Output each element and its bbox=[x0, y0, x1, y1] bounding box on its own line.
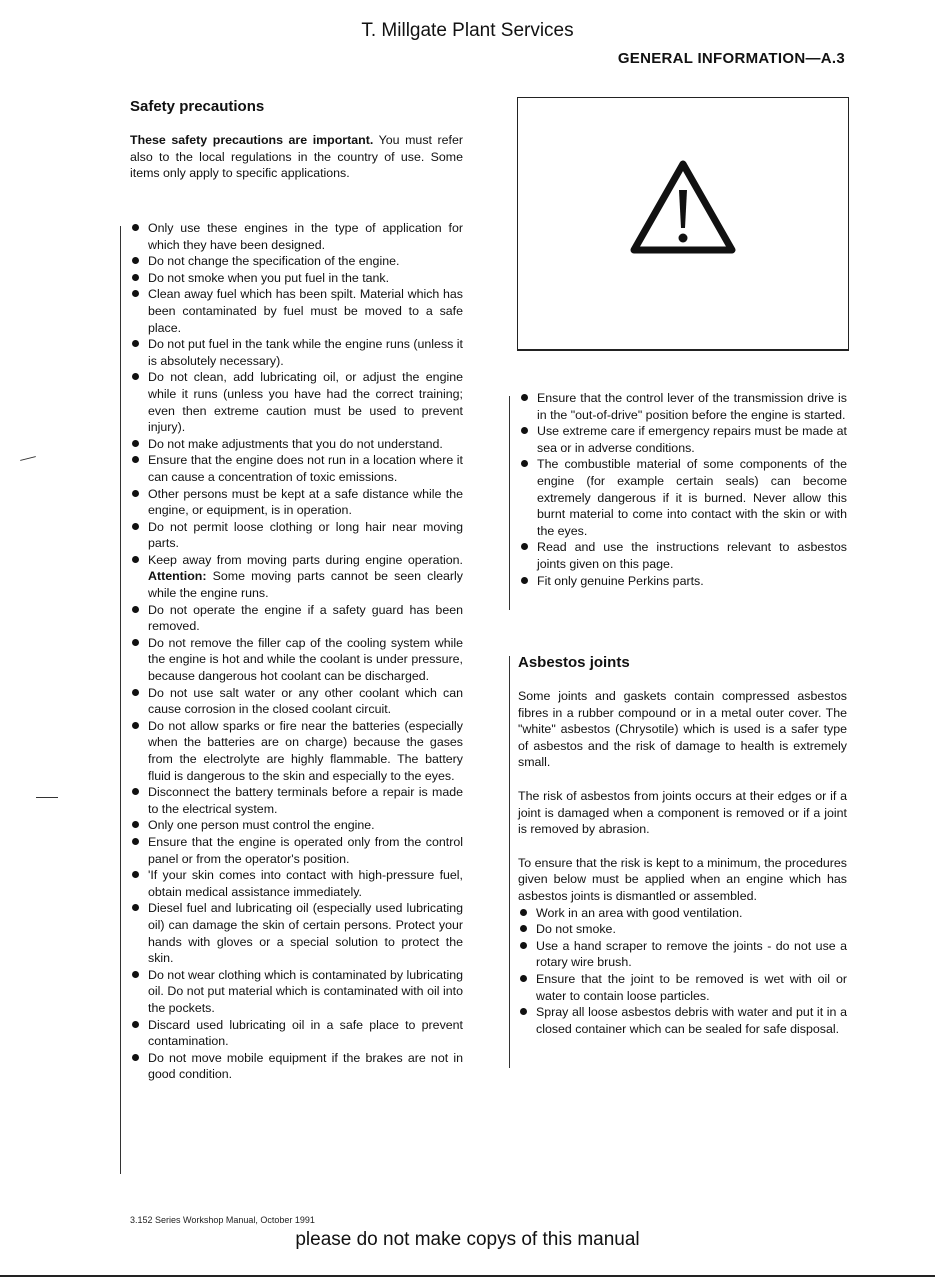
margin-mark bbox=[36, 797, 58, 798]
list-item: Work in an area with good ventilation. bbox=[518, 905, 847, 922]
section-title: GENERAL INFORMATION—A.3 bbox=[617, 50, 845, 67]
list-item: Read and use the instructions relevant to asbestos joints given on this page. bbox=[519, 539, 847, 572]
list-item: Do not clean, add lubricating oil, or adjust the engine while it runs (unless you have had the correct training; even then extreme caution must be used to prevent injury). bbox=[130, 369, 463, 435]
bullet-icon bbox=[521, 577, 528, 584]
safety-list bbox=[130, 220, 463, 1083]
footer-notice: please do not make copys of this manual bbox=[295, 1229, 640, 1250]
bullet-icon bbox=[520, 909, 527, 916]
bottom-rule bbox=[0, 1275, 935, 1277]
list-item: Use extreme care if emergency repairs must be made at sea or in adverse conditions. bbox=[519, 423, 847, 456]
bullet-icon bbox=[132, 456, 139, 463]
safety-intro-rest: You must refer also to the local regulations in the country of use. Some items only apply to specific applications. bbox=[130, 133, 463, 181]
list-item: Do not put fuel in the tank while the engine runs (unless it is absolutely necessary). bbox=[130, 336, 463, 369]
right-precautions-list bbox=[519, 390, 847, 589]
safety-intro-bold: These safety precautions are important. bbox=[130, 133, 374, 147]
bullet-icon bbox=[132, 373, 139, 380]
bullet-icon bbox=[132, 490, 139, 497]
list-item: Do not wear clothing which is contaminated by lubricating oil. Do not put material which is contaminated with oil into the pockets. bbox=[130, 967, 463, 1017]
bullet-icon bbox=[132, 904, 139, 911]
bullet-icon bbox=[132, 821, 139, 828]
bullet-icon bbox=[521, 427, 528, 434]
list-item: The combustible material of some components of the engine (for example certain seals) can become extremely dangerous if it is burned. Never allow this burnt material to come into contact with the skin or with the eyes. bbox=[519, 456, 847, 539]
list-item: Do not permit loose clothing or long hair near moving parts. bbox=[130, 519, 463, 552]
bullet-icon bbox=[521, 460, 528, 467]
list-item: Do not operate the engine if a safety guard has been removed. bbox=[130, 602, 463, 635]
bullet-icon bbox=[132, 639, 139, 646]
warning-box bbox=[517, 97, 849, 351]
bullet-icon bbox=[520, 942, 527, 949]
bullet-icon bbox=[520, 975, 527, 982]
list-item: Do not make adjustments that you do not understand. bbox=[130, 436, 463, 453]
asbestos-para-2: The risk of asbestos from joints occurs at their edges or if a joint is damaged when a component is removed or if a joint is removed by abrasion. bbox=[518, 788, 847, 837]
header-company: T. Millgate Plant Services bbox=[361, 20, 574, 41]
list-item: Ensure that the engine is operated only from the control panel or from the operator's position. bbox=[130, 834, 463, 867]
safety-intro bbox=[130, 132, 463, 182]
bullet-icon bbox=[132, 290, 139, 297]
safety-section bbox=[130, 98, 463, 182]
list-item: Clean away fuel which has been spilt. Material which has been contaminated by fuel must be moved to a safe place. bbox=[130, 286, 463, 336]
warning-triangle-icon bbox=[628, 156, 738, 256]
list-item: Use a hand scraper to remove the joints - do not use a rotary wire brush. bbox=[518, 938, 847, 971]
asbestos-para-3: To ensure that the risk is kept to a minimum, the procedures given below must be applied when an engine which has asbestos joints is dismantled or assembled. bbox=[518, 855, 847, 903]
list-item: Do not smoke when you put fuel in the tank. bbox=[130, 270, 463, 287]
change-bar-left bbox=[120, 226, 121, 1174]
list-item: Do not smoke. bbox=[518, 921, 847, 938]
list-item: Discard used lubricating oil in a safe place to prevent contamination. bbox=[130, 1017, 463, 1050]
bullet-icon bbox=[132, 257, 139, 264]
list-item: Disconnect the battery terminals before a repair is made to the electrical system. bbox=[130, 784, 463, 817]
list-item: Ensure that the control lever of the transmission drive is in the "out-of-drive" position before the engine is started. bbox=[519, 390, 847, 423]
asbestos-para-1: Some joints and gaskets contain compressed asbestos fibres in a rubber compound or in a metal outer cover. The "white" asbestos (Chrysotile) which is used is a safer type of asbestos and the risk of damage to health is extremely small. bbox=[518, 689, 847, 770]
list-item: Only one person must control the engine. bbox=[130, 817, 463, 834]
list-item: Only use these engines in the type of application for which they have been designed. bbox=[130, 220, 463, 253]
bullet-icon bbox=[132, 340, 139, 347]
list-item: Do not change the specification of the engine. bbox=[130, 253, 463, 270]
list-item: Do not use salt water or any other coolant which can cause corrosion in the closed coolant circuit. bbox=[130, 685, 463, 718]
attention-label: Attention: bbox=[148, 569, 207, 584]
list-item: 'If your skin comes into contact with high-pressure fuel, obtain medical assistance immediately. bbox=[130, 867, 463, 900]
attention-text: Some moving parts cannot be seen clearly while the engine runs. bbox=[148, 569, 463, 601]
bullet-icon bbox=[132, 838, 139, 845]
bullet-icon bbox=[132, 871, 139, 878]
asbestos-list bbox=[518, 905, 847, 1038]
footer-manual-ref: 3.152 Series Workshop Manual, October 1991 bbox=[130, 1215, 315, 1225]
bullet-icon bbox=[132, 1054, 139, 1061]
bullet-icon bbox=[132, 1021, 139, 1028]
bullet-icon bbox=[132, 689, 139, 696]
asbestos-title: Asbestos joints bbox=[518, 654, 630, 671]
bullet-icon bbox=[132, 971, 139, 978]
list-item: Do not remove the filler cap of the cooling system while the engine is hot and while the coolant is under pressure, because dangerous hot coolant can be discharged. bbox=[130, 635, 463, 685]
bullet-icon bbox=[132, 274, 139, 281]
list-item: Fit only genuine Perkins parts. bbox=[519, 573, 847, 590]
change-bar-right-top bbox=[509, 396, 510, 610]
bullet-icon bbox=[521, 394, 528, 401]
margin-mark bbox=[20, 456, 36, 461]
list-item: Do not allow sparks or fire near the batteries (especially when the batteries are on charge) because the gases from the electrolyte are highly flammable. The battery fluid is dangerous to the skin and especially to the eyes. bbox=[130, 718, 463, 784]
bullet-icon bbox=[132, 523, 139, 530]
change-bar-right-bottom bbox=[509, 656, 510, 1068]
bullet-icon bbox=[132, 788, 139, 795]
list-item: Ensure that the engine does not run in a location where it can cause a concentration of toxic emissions. bbox=[130, 452, 463, 485]
bullet-icon bbox=[132, 606, 139, 613]
bullet-icon bbox=[132, 722, 139, 729]
list-item: Do not move mobile equipment if the brakes are not in good condition. bbox=[130, 1050, 463, 1083]
list-item: Keep away from moving parts during engine operation. Attention: Some moving parts cannot be seen clearly while the engine runs. bbox=[130, 552, 463, 602]
bullet-icon bbox=[132, 440, 139, 447]
list-item: Diesel fuel and lubricating oil (especially used lubricating oil) can damage the skin of certain persons. Protect your hands with gloves or a special solution to protect the skin. bbox=[130, 900, 463, 966]
asbestos-section bbox=[518, 654, 847, 1037]
list-item: Spray all loose asbestos debris with water and put it in a closed container which can be sealed for safe disposal. bbox=[518, 1004, 847, 1037]
bullet-icon bbox=[132, 556, 139, 563]
list-item: Ensure that the joint to be removed is wet with oil or water to contain loose particles. bbox=[518, 971, 847, 1004]
bullet-icon bbox=[521, 543, 528, 550]
list-item: Other persons must be kept at a safe distance while the engine, or equipment, is in operation. bbox=[130, 486, 463, 519]
bullet-icon bbox=[520, 925, 527, 932]
bullet-icon bbox=[520, 1008, 527, 1015]
bullet-icon bbox=[132, 224, 139, 231]
safety-title: Safety precautions bbox=[130, 98, 265, 115]
